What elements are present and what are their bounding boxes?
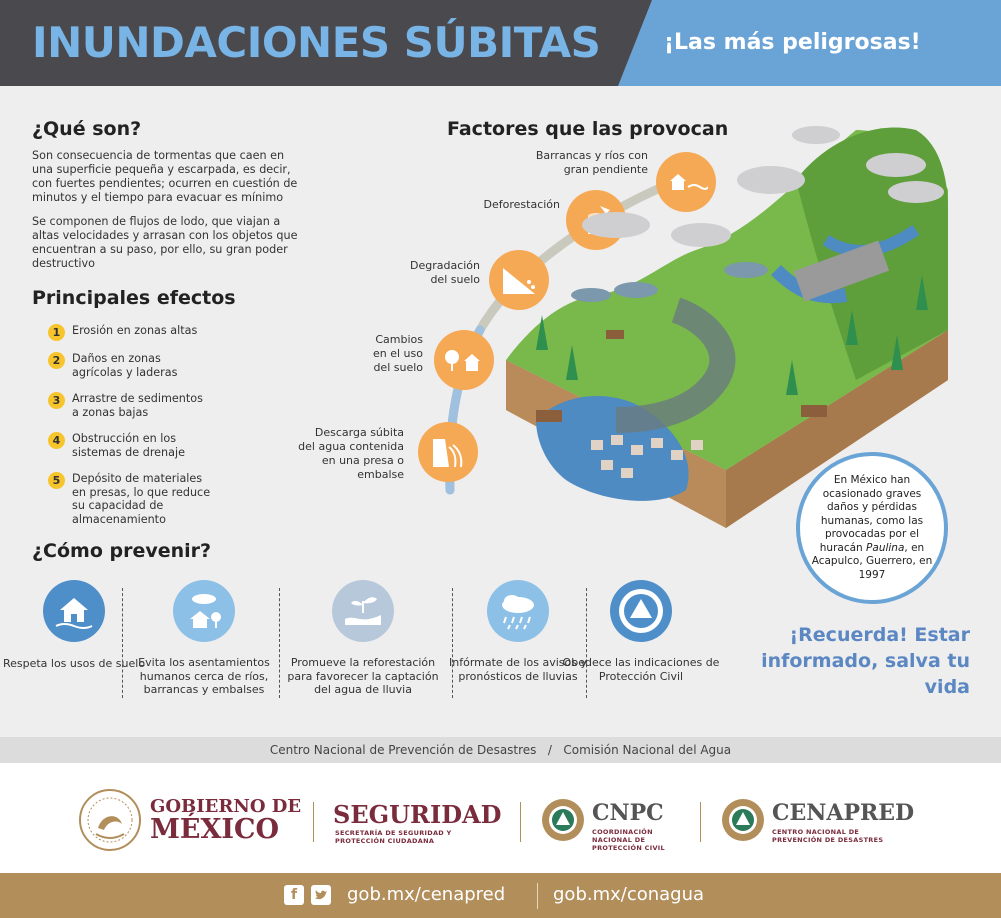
logo-divider (700, 802, 701, 842)
factor-label-cambios: Cambios en el uso del suelo (373, 333, 423, 374)
mexico-note-circle (796, 452, 948, 604)
factor-label-presa: Descarga súbita del agua contenida en una presa o embalse (298, 426, 404, 481)
effect-item (48, 324, 222, 341)
cenapred-emblem-icon (720, 797, 766, 843)
effect-item (48, 352, 192, 379)
factor-label-deforestacion: Deforestación (483, 198, 560, 211)
gobierno-logo-line1: GOBIERNO DE (150, 796, 302, 817)
house-water-icon (43, 580, 105, 642)
rain-cloud-icon (487, 580, 549, 642)
civil-protection-icon (610, 580, 672, 642)
effect-text: Daños en zonas agrícolas y laderas (72, 352, 178, 379)
twitter-icon[interactable] (311, 885, 331, 905)
que-son-paragraph-1: Son consecuencia de tormentas que caen en una superficie pequeña y escarpada, es decir, con fuertes pendientes; ocurren en cuestión de minutos y el tiempo para evacuar es mínimo (32, 149, 298, 204)
seguridad-logo-sub: SECRETARÍA DE SEGURIDAD Y PROTECCIÓN CIUDADANA (335, 829, 452, 845)
dam-icon (427, 433, 469, 471)
plant-hand-icon (332, 580, 394, 642)
effect-number: 3 (48, 392, 65, 409)
land-use-icon (442, 343, 486, 377)
credits-bar (0, 737, 1001, 763)
cenapred-logo: CENAPRED (772, 800, 915, 826)
page-title: INUNDACIONES SÚBITAS (32, 18, 601, 67)
link-divider (537, 883, 538, 909)
facebook-icon[interactable]: f (284, 885, 304, 905)
prevent-text: Infórmate de los avisos y pronósticos de lluvias (449, 656, 587, 683)
prevent-text: Evita los asentamientos humanos cerca de ríos, barrancas y embalses (138, 656, 270, 696)
cnpc-logo: CNPC (592, 800, 664, 826)
mexico-seal-icon (78, 788, 142, 852)
credit-cenapred: Centro Nacional de Prevención de Desastres (269, 743, 537, 757)
effect-number: 2 (48, 352, 65, 369)
factor-cambios-circle (434, 330, 494, 390)
mexico-note-after: , en Acapulco, Guerrero, en 1997 (811, 541, 933, 581)
rain-house-icon (173, 580, 235, 642)
cnpc-emblem-icon (540, 797, 586, 843)
page-subtitle: ¡Las más peligrosas! (664, 30, 921, 55)
effect-text: Depósito de materiales en presas, lo que reduce su capacidad de almacenamiento (72, 472, 211, 526)
effect-number: 5 (48, 472, 65, 489)
effect-number: 4 (48, 432, 65, 449)
effect-text: Erosión en zonas altas (72, 324, 198, 337)
link-cenapred[interactable]: gob.mx/cenapred (347, 884, 506, 905)
seguridad-logo: SEGURIDAD (333, 800, 502, 829)
link-conagua[interactable]: gob.mx/conagua (553, 884, 705, 905)
recuerda-message: ¡Recuerda! Estar informado, salva tu vida (761, 624, 970, 698)
bottom-links-bar (0, 873, 1001, 918)
que-son-paragraph-2: Se componen de flujos de lodo, que viajan a altas velocidades y arrasan con los objetos que encuentran a su paso, por ello, su gran poder destructivo (32, 215, 298, 270)
effect-item (48, 472, 217, 526)
logo-divider (313, 802, 314, 842)
credit-conagua: Comisión Nacional del Agua (563, 743, 732, 757)
effect-item (48, 392, 212, 419)
prevent-text: Promueve la reforestación para favorecer la captación del agua de lluvia (287, 656, 439, 696)
factor-label-barrancas: Barrancas y ríos con gran pendiente (535, 149, 648, 176)
prevent-text: Respeta los usos de suelo (2, 657, 146, 670)
que-son-heading: ¿Qué son? (32, 118, 142, 140)
efectos-heading: Principales efectos (32, 287, 236, 309)
factor-label-degradacion: Degradación del suelo (409, 259, 480, 286)
factores-heading: Factores que las provocan (447, 118, 729, 140)
mexico-note-before: En México han ocasionado graves daños y pérdidas humanas, como las provocadas por el huracán (819, 474, 924, 554)
credit-separator: / (547, 743, 552, 757)
prevent-text: Obedece las indicaciones de Protección Civil (562, 656, 720, 683)
effect-text: Arrastre de sedimentos a zonas bajas (72, 392, 203, 419)
prevenir-heading: ¿Cómo prevenir? (32, 540, 212, 562)
mexico-note-text (810, 474, 934, 582)
prevent-divider (122, 588, 123, 698)
cenapred-logo-sub: CENTRO NACIONAL DE PREVENCIÓN DE DESASTRES (772, 828, 884, 844)
gobierno-logo-line2: MÉXICO (150, 814, 280, 845)
effect-item (48, 432, 197, 459)
cnpc-logo-sub: COORDINACIÓN NACIONAL DE PROTECCIÓN CIVIL (592, 828, 665, 852)
prevent-divider (279, 588, 280, 698)
mexico-note-hurricane: Paulina (866, 541, 905, 554)
factor-presa-circle (418, 422, 478, 482)
effect-text: Obstrucción en los sistemas de drenaje (72, 432, 185, 459)
prevent-item (561, 580, 721, 683)
prevent-item (283, 580, 443, 697)
logo-divider (520, 802, 521, 842)
effect-number: 1 (48, 324, 65, 341)
prevent-item (124, 580, 284, 697)
